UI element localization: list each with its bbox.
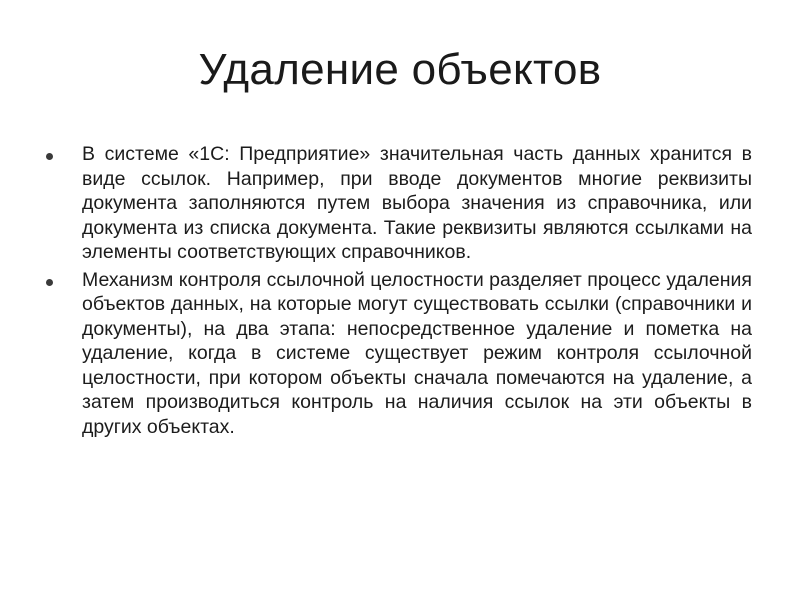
bullet-item	[46, 268, 752, 440]
slide-title: Удаление объектов	[198, 45, 602, 94]
bullet-item	[46, 142, 752, 265]
bullet-dot-icon	[46, 279, 53, 286]
bullet-list	[46, 142, 752, 442]
bullet-dot-icon	[46, 153, 53, 160]
bullet-text: В системе «1С: Предприятие» значительная часть данных хранится в виде ссылок. Например, при вводе документов многие реквизиты документа заполняются путем выбора значения из справочника, или документа из списка документа. Такие реквизиты являются ссылками на элементы соответствующих справочников.	[82, 143, 752, 263]
bullet-text: Механизм контроля ссылочной целостности разделяет процесс удаления объектов данных, на которые могут существовать ссылки (справочники и документы), на два этапа: непосредственное удаление и пометка на удаление, когда в системе существует режим контроля ссылочной целостности, при котором объекты сначала помечаются на удаление, а затем производиться контроль на наличия ссылок на эти объекты в других объектах.	[82, 268, 752, 438]
